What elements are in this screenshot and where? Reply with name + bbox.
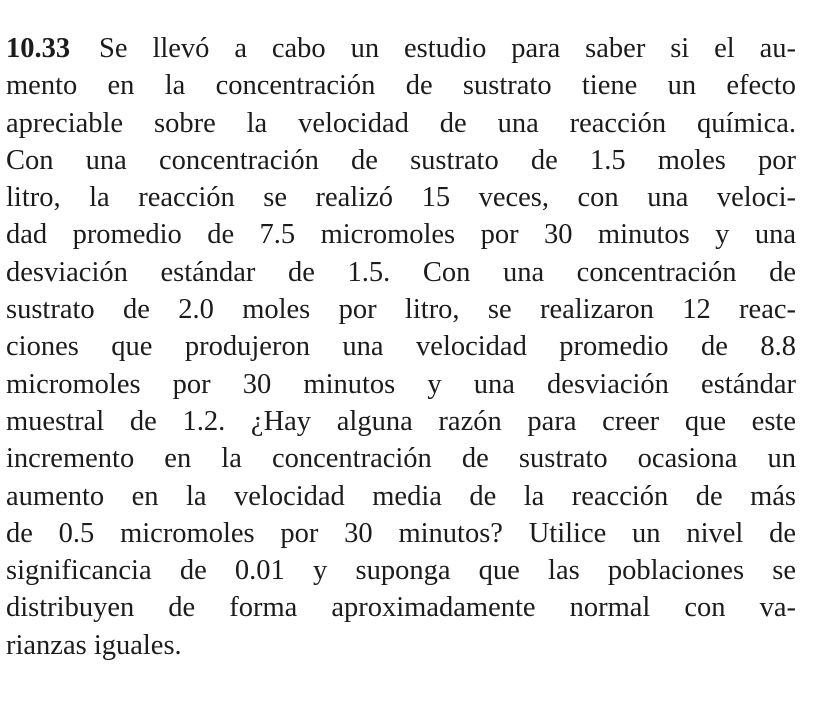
problem-text-line: muestral de 1.2. ¿Hay alguna razón para creer que este	[6, 405, 796, 437]
problem-text-line: ciones que produjeron una velocidad promedio de 8.8	[6, 331, 796, 363]
exercise-problem	[6, 30, 796, 664]
problem-text-line: dad promedio de 7.5 micromoles por 30 minutos y una	[6, 219, 796, 251]
problem-text-line: litro, la reacción se realizó 15 veces, con una veloci-	[6, 182, 796, 214]
problem-text-line: desviación estándar de 1.5. Con una concentración de	[6, 256, 796, 288]
problem-text-line: mento en la concentración de sustrato tiene un efecto	[6, 70, 796, 102]
problem-text-line: distribuyen de forma aproximadamente normal con va-	[6, 592, 796, 624]
problem-text-line: micromoles por 30 minutos y una desviación estándar	[6, 368, 796, 400]
problem-text-line: Se llevó a cabo un estudio para saber si el au-	[99, 33, 796, 64]
problem-line-1	[6, 30, 796, 67]
problem-text-line: rianzas iguales.	[6, 629, 182, 661]
problem-text-line: apreciable sobre la velocidad de una reacción química.	[6, 107, 796, 139]
problem-number: 10.33	[6, 33, 71, 64]
problem-text-line: aumento en la velocidad media de la reacción de más	[6, 480, 796, 512]
problem-text-line: sustrato de 2.0 moles por litro, se realizaron 12 reac-	[6, 294, 796, 326]
problem-text-line: significancia de 0.01 y suponga que las poblaciones se	[6, 555, 796, 587]
problem-text-line: incremento en la concentración de sustrato ocasiona un	[6, 443, 796, 475]
problem-text-line: de 0.5 micromoles por 30 minutos? Utilice un nivel de	[6, 517, 796, 549]
problem-text-line: Con una concentración de sustrato de 1.5 moles por	[6, 144, 796, 176]
